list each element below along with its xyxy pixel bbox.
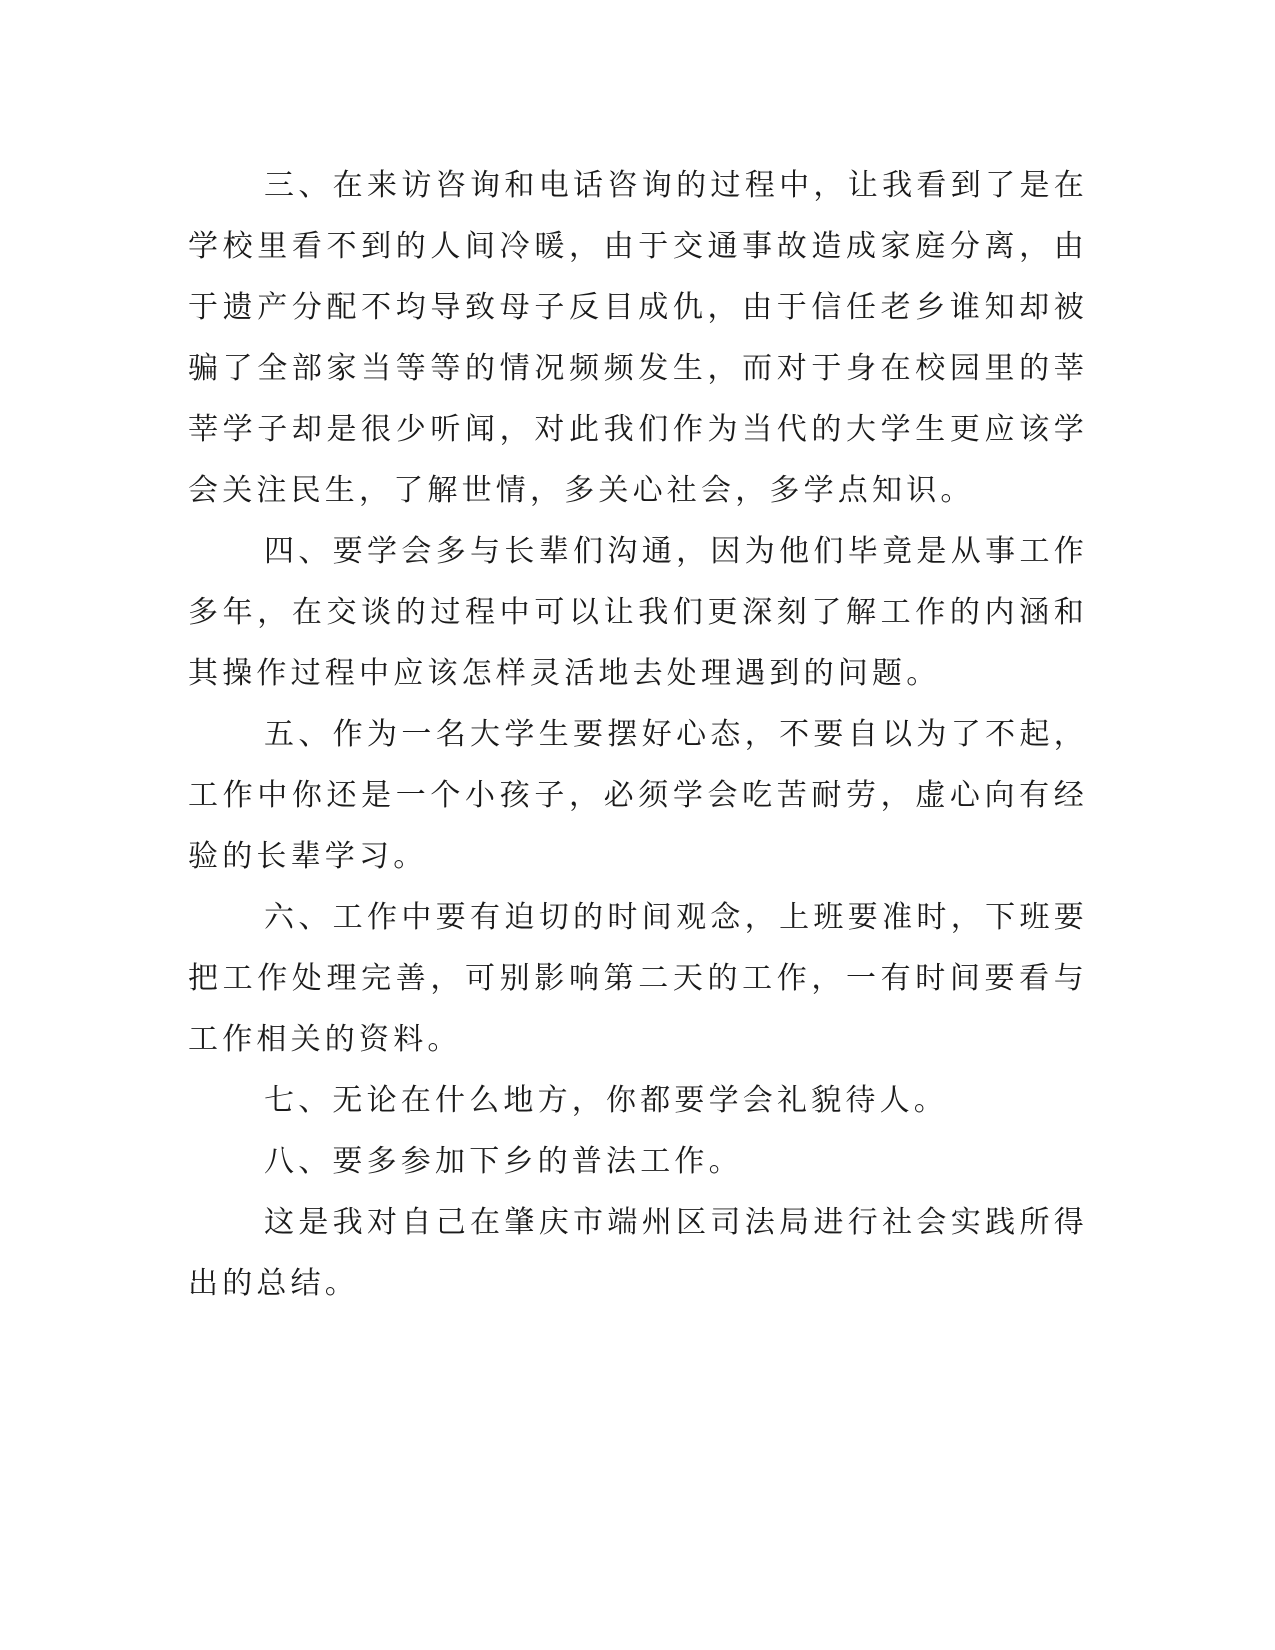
paragraph-3: 三、在来访咨询和电话咨询的过程中，让我看到了是在学校里看不到的人间冷暖，由于交通事故造成家庭分离，由于遗产分配不均导致母子反目成仇，由于信任老乡谁知却被骗了全部家当等等的情况频频发生，而对于身在校园里的莘莘学子却是很少听闻，对此我们作为当代的大学生更应该学会关注民生，了解世情，多关心社会，多学点知识。 — [188, 168, 1088, 508]
paragraph-5: 五、作为一名大学生要摆好心态，不要自以为了不起，工作中你还是一个小孩子，必须学会吃苦耐劳，虚心向有经验的长辈学习。 — [188, 717, 1088, 874]
document-body — [188, 155, 1088, 1314]
paragraph-6: 六、工作中要有迫切的时间观念，上班要准时，下班要把工作处理完善，可别影响第二天的工作，一有时间要看与工作相关的资料。 — [188, 900, 1088, 1057]
paragraph-conclusion: 这是我对自己在肇庆市端州区司法局进行社会实践所得出的总结。 — [188, 1205, 1088, 1301]
paragraph-8: 八、要多参加下乡的普法工作。 — [264, 1144, 743, 1179]
paragraph-4: 四、要学会多与长辈们沟通，因为他们毕竟是从事工作多年，在交谈的过程中可以让我们更深刻了解工作的内涵和其操作过程中应该怎样灵活地去处理遇到的问题。 — [188, 534, 1088, 691]
paragraph-7: 七、无论在什么地方，你都要学会礼貌待人。 — [264, 1083, 948, 1118]
